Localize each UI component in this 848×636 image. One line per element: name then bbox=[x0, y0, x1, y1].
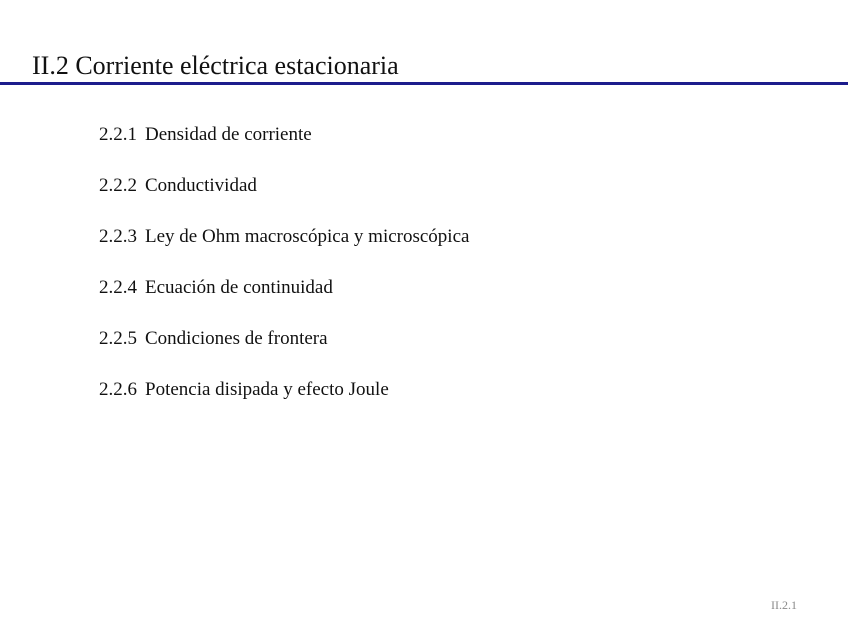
title-divider bbox=[0, 82, 848, 85]
toc-item-2-2-3 bbox=[99, 224, 469, 275]
toc-item-number: 2.2.6 bbox=[99, 379, 137, 400]
table-of-contents bbox=[99, 122, 469, 428]
toc-item-label: Condiciones de frontera bbox=[145, 328, 328, 349]
page-number: II.2.1 bbox=[771, 598, 797, 612]
slide-title: II.2 Corriente eléctrica estacionaria bbox=[32, 51, 399, 80]
toc-item-label: Ley de Ohm macroscópica y microscópica bbox=[145, 226, 470, 247]
toc-item-number: 2.2.2 bbox=[99, 175, 137, 196]
toc-item-2-2-1 bbox=[99, 122, 469, 173]
toc-item-label: Conductividad bbox=[145, 175, 257, 196]
toc-item-number: 2.2.5 bbox=[99, 328, 137, 349]
toc-item-2-2-2 bbox=[99, 173, 469, 224]
toc-item-label: Densidad de corriente bbox=[145, 124, 312, 145]
toc-item-number: 2.2.1 bbox=[99, 124, 137, 145]
toc-item-2-2-5 bbox=[99, 326, 469, 377]
toc-item-label: Ecuación de continuidad bbox=[145, 277, 333, 298]
toc-item-2-2-4 bbox=[99, 275, 469, 326]
toc-item-2-2-6 bbox=[99, 377, 469, 428]
toc-item-number: 2.2.4 bbox=[99, 277, 137, 298]
toc-item-number: 2.2.3 bbox=[99, 226, 137, 247]
toc-item-label: Potencia disipada y efecto Joule bbox=[145, 379, 389, 400]
